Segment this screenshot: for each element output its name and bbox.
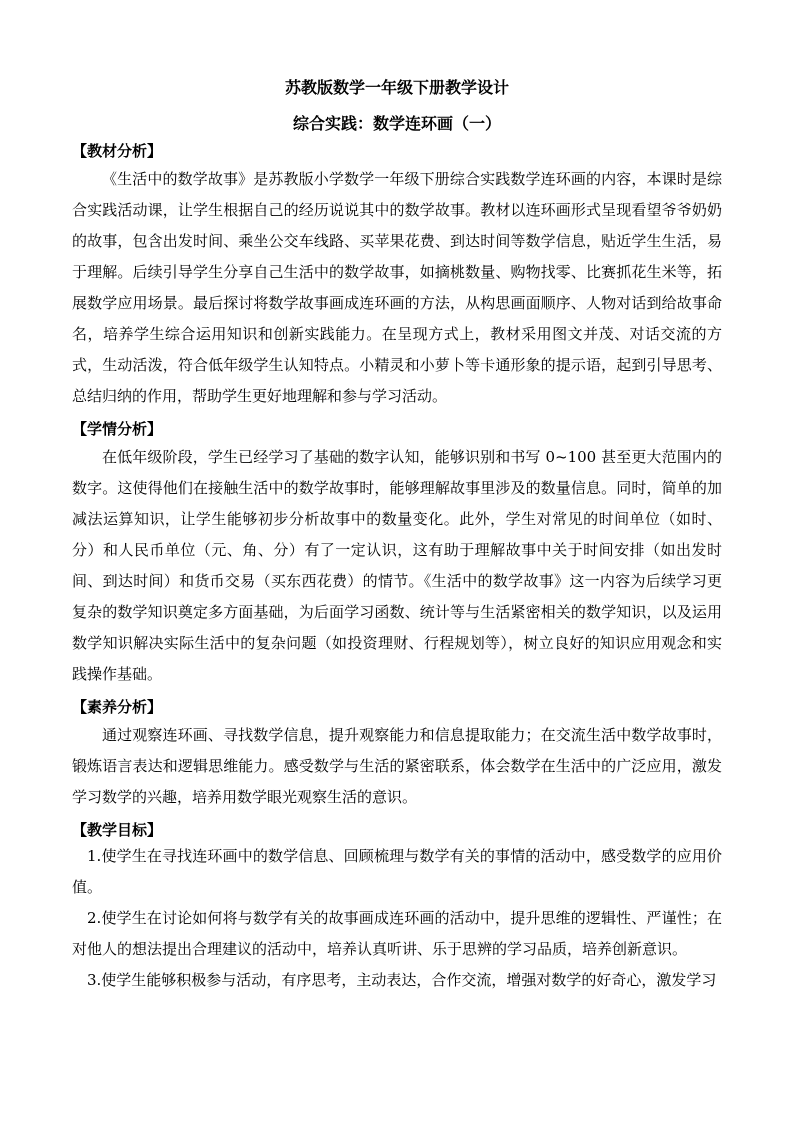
teaching-goal-item: 1.使学生在寻找连环画中的数学信息、回顾梳理与数学有关的事情的活动中，感受数学的应用价值。 bbox=[72, 847, 722, 896]
section-heading-literacy-analysis: 【素养分析】 bbox=[72, 698, 163, 716]
section-heading-teaching-goals: 【教学目标】 bbox=[72, 821, 163, 839]
document-title: 苏教版数学一年级下册教学设计 bbox=[284, 78, 509, 97]
document-subtitle: 综合实践：数学连环画（一） bbox=[292, 114, 501, 133]
section-heading-textbook-analysis: 【教材分析】 bbox=[72, 142, 163, 160]
section-heading-learner-analysis: 【学情分析】 bbox=[72, 420, 163, 438]
learner-analysis-paragraph: 在低年级阶段，学生已经学习了基础的数字认知，能够识别和书写 0~100 甚至更大范围内的数字。这使得他们在接触生活中的数学故事时，能够理解故事里涉及的数量信息。同时，简单的加减法运算知识，让学生能够初步分析故事中的数量变化。此外，学生对常见的时间单位（如时、分）和人民币单位（元、角、分）有了一定认识，这有助于理解故事中关于时间安排（如出发时间、到达时间）和货币交易（买东西花费）的情节。《生活中的数学故事》这一内容为后续学习更复杂的数学知识奠定多方面基础，为后面学习函数、统计等与生活紧密相关的数学知识，以及运用数学知识解决实际生活中的复杂问题（如投资理财、行程规划等），树立良好的知识应用观念和实践操作基础。 bbox=[72, 448, 722, 683]
teaching-goal-item: 2.使学生在讨论如何将与数学有关的故事画成连环画的活动中，提升思维的逻辑性、严谨性；在对他人的想法提出合理建议的活动中，培养认真听讲、乐于思辨的学习品质，培养创新意识。 bbox=[72, 909, 722, 958]
literacy-analysis-paragraph: 通过观察连环画、寻找数学信息，提升观察能力和信息提取能力；在交流生活中数学故事时，锻炼语言表达和逻辑思维能力。感受数学与生活的紧密联系，体会数学在生活中的广泛应用，激发学习数学的兴趣，培养用数学眼光观察生活的意识。 bbox=[72, 726, 722, 806]
document-page bbox=[72, 78, 722, 996]
textbook-analysis-paragraph: 《生活中的数学故事》是苏教版小学数学一年级下册综合实践数学连环画的内容，本课时是综合实践活动课，让学生根据自己的经历说说其中的数学故事。教材以连环画形式呈现看望爷爷奶奶的故事，包含出发时间、乘坐公交车线路、买苹果花费、到达时间等数学信息，贴近学生生活，易于理解。后续引导学生分享自己生活中的数学故事，如摘桃数量、购物找零、比赛抓花生米等，拓展数学应用场景。最后探讨将数学故事画成连环画的方法，从构思画面顺序、人物对话到给故事命名，培养学生综合运用知识和创新实践能力。在呈现方式上，教材采用图文并茂、对话交流的方式，生动活泼，符合低年级学生认知特点。小精灵和小萝卜等卡通形象的提示语，起到引导思考、总结归纳的作用，帮助学生更好地理解和参与学习活动。 bbox=[72, 170, 722, 405]
teaching-goal-item: 3.使学生能够积极参与活动，有序思考，主动表达，合作交流，增强对数学的好奇心，激发学习 bbox=[87, 971, 717, 989]
